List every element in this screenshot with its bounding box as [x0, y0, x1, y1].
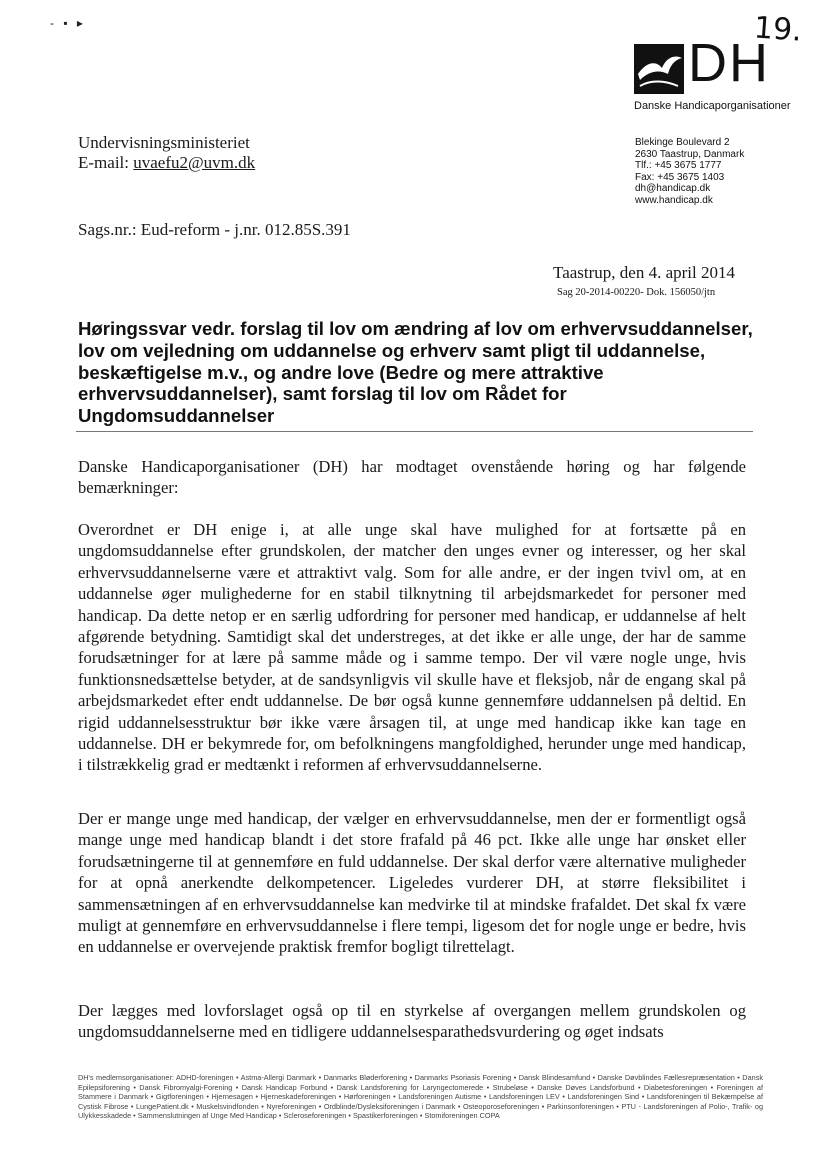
body-paragraph-1: Overordnet er DH enige i, at alle unge skal have mulighed for at fortsætte på en ungdomsuddannelse efter grundskolen, der matcher den unges evner og interesser, og her skal erhvervsuddannelserne være et attraktivt valg. Som for alle andre, er der ingen tvivl om, at en uddannelse øger mulighederne for en stabil tilknytning til arbejdsmarkedet for personer med handicap. Da dette netop er en særlig udfordring for personer med handicap, er uddannelse af helt afgørende betydning. Samtidigt skal det understreges, at det ikke er alle unge, der har de samme forudsætninger for at lære på samme måde og i samme tempo. Der vil være nogle unge, hvis funktionsnedsættelse betyder, at de sandsynligvis vil skulle have et fleksjob, når de engang skal på arbejdsmarkedet efter endt uddannelse. De bør også kunne gennemføre uddannelsen på deltid. En rigid uddannelsesstruktur bør ikke være årsagen til, at unge med handicap ikke kan tage en uddannelse. DH er bekymrede for, om befolkningens mangfoldighed, herunder unge med handicap, i tilstrækkelig grad er medtænkt i reformen af erhvervsuddannelserne.: [78, 520, 746, 775]
phone-line: Tlf.: +45 3675 1777: [635, 160, 722, 171]
heading-divider: [76, 431, 753, 432]
address-line: Blekinge Boulevard 2: [635, 137, 730, 148]
member-organisations-footer: DH's medlemsorganisationer: ADHD-foreningen • Astma-Allergi Danmark • Danmarks Bløderforening • Danmarks Psoriasis Forening • Dansk Blindesamfund • Danske Døvblindes Fællesrepræsentation • Dansk Epilepsiforening • Dansk Fibromyalgi-Forening • Dansk Handicap Forbund • Dansk Landsforening for Laryngectomerede • Strubeløse • Danske Døves Landsforbund • Diabetesforeningen • Foreningen af Stammere i Danmark • Gigtforeningen • Hjernesagen • Hjerneskadeforeningen • Hørforeningen • Landsforeningen Autisme • Landsforeningen LEV • Landsforeningen Sind • Landsforeningen til Bekæmpelse af Cystisk Fibrose • LungePatient.dk • Muskelsvindfonden • Nyreforeningen • Ordblinde/Dysleksiforeningen i Danmark • Osteoporoseforeningen • Parkinsonforeningen • PTU - Landsforeningen af Polio-, Trafik- og Ulykkesskadede • Sammenslutningen af Unge Med Handicap • Scleroseforeningen • Spastikerforeningen • Stomiforeningen COPA: [78, 1073, 763, 1121]
recipient-email-label: E-mail:: [78, 153, 134, 172]
body-paragraph-3: Der lægges med lovforslaget også op til en styrkelse af overgangen mellem grundskolen og ungdomsuddannelserne med en tidligere uddannelsesparathedsvurdering og øget indsats: [78, 1001, 746, 1042]
email-line: dh@handicap.dk: [635, 183, 711, 194]
web-line: www.handicap.dk: [635, 194, 713, 206]
sender-contact-block: [635, 137, 744, 206]
body-paragraph-2: Der er mange unge med handicap, der vælger en erhvervsuddannelse, men der er formentligt også mange unge med handicap blandt i det store frafald på 46 pct. Ikke alle unge har ønsket eller forudsætningerne til at gennemføre en fuld uddannelse. Der skal derfor være alternative muligheder for at opnå anerkendte delkompetencer. Ligeledes vurderer DH, at større fleksibilitet i sammensætningen af en erhvervsuddannelse kan medvirke til at mindske frafaldet. Det skal fx være muligt at gennemføre en erhvervsuddannelse i flere tempi, ligesom det for nogle unge er bedre, hvis en uddannelse er overvejende praktisk fremfor bogligt tilrettelagt.: [78, 809, 746, 957]
recipient-email-link[interactable]: uvaefu2@uvm.dk: [133, 153, 256, 172]
document-heading: Høringssvar vedr. forslag til lov om ændring af lov om erhvervsuddannelser, lov om vejledning om uddannelse og erhverv samt pligt til uddannelse, beskæftigelse m.v., og andre love (Bedre og mere attraktive erhvervsuddannelser), samt forslag til lov om Rådet for Ungdomsuddannelser: [78, 318, 753, 427]
recipient-email-line: [78, 153, 255, 173]
fax-line: Fax: +45 3675 1403: [635, 171, 725, 183]
date-line: Taastrup, den 4. april 2014: [553, 263, 735, 282]
scan-marks: - ▪ ▸: [50, 16, 86, 30]
postal-line: 2630 Taastrup, Danmark: [635, 148, 745, 160]
recipient-name: Undervisningsministeriet: [78, 133, 250, 152]
logo-org-name: Danske Handicaporganisationer: [634, 100, 791, 112]
case-number: Sags.nr.: Eud-reform - j.nr. 012.85S.391: [78, 220, 351, 239]
recipient-block: [78, 133, 255, 173]
logo-letters: DH: [688, 33, 770, 93]
handwritten-page-number: 19.: [753, 10, 804, 49]
intro-paragraph: Danske Handicaporganisationer (DH) har modtaget ovenstående høring og har følgende bemærkninger:: [78, 457, 746, 498]
dh-logo: [634, 33, 799, 114]
document-reference: Sag 20-2014-00220- Dok. 156050/jtn: [557, 287, 716, 298]
logo-bird-emblem: [634, 44, 684, 94]
